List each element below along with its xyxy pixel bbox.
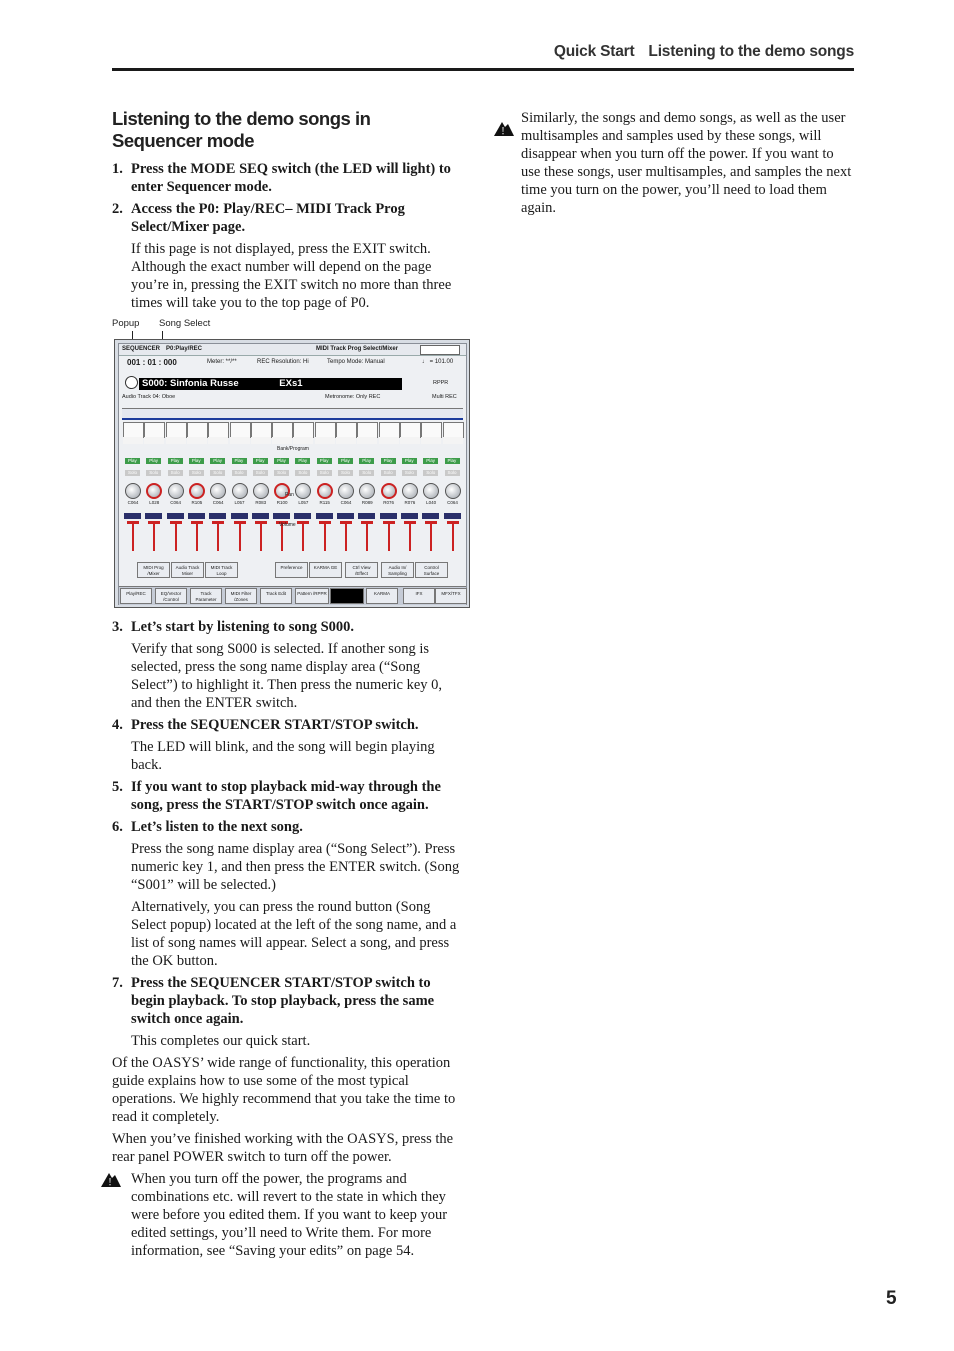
play-mute-button[interactable] (402, 458, 417, 464)
solo-button[interactable] (125, 470, 140, 476)
warning-text-left: When you turn off the power, the programs and combinations etc. will revert to the state in which they were before you edited them. If you want to keep your edited settings, you’ll need to Write them. For more information, see “Saving your edits” on page 54. (131, 1171, 448, 1259)
solo-button[interactable] (168, 470, 183, 476)
solo-button[interactable] (210, 470, 225, 476)
program-select[interactable] (166, 422, 187, 438)
volume-fader-cap[interactable] (404, 521, 416, 524)
screen-row-location (122, 358, 462, 368)
step-7 (112, 974, 462, 1028)
rppr-checkbox[interactable]: RPPR (433, 380, 449, 386)
volume-fader-cap[interactable] (297, 521, 309, 524)
program-name (144, 437, 164, 444)
step-number: 5. (112, 779, 123, 795)
volume-value (294, 513, 311, 519)
program-name (272, 437, 292, 444)
step-title: Let’s start by listening to song S000. (131, 619, 355, 635)
program-name (357, 437, 377, 444)
tab-upper[interactable]: KARMA GE (309, 562, 342, 578)
volume-fader-cap[interactable] (319, 521, 331, 524)
play-label: Play (255, 458, 265, 463)
program-select[interactable] (293, 422, 314, 438)
pan-value: L028 (149, 500, 160, 505)
volume-fader[interactable] (430, 521, 432, 551)
play-label: Play (383, 458, 393, 463)
header-topic: Listening to the demo songs (648, 43, 854, 60)
screen-page-title: MIDI Track Prog Select/Mixer (316, 346, 399, 352)
right-column (493, 109, 853, 217)
play-mute-button[interactable] (232, 458, 247, 464)
tab-lower[interactable]: MFX/TFX (435, 588, 467, 604)
play-mute-button[interactable] (381, 458, 396, 464)
step-6-body-2: Alternatively, you can press the round button (Song Select popup) located at the left of the song name, and a list of song names will appear. Select a song, and press the OK button. (131, 899, 457, 969)
warning-note-right (493, 109, 853, 217)
solo-button[interactable] (338, 470, 353, 476)
rec-resolution-field[interactable]: REC Resolution: Hi (257, 359, 309, 365)
tab-upper[interactable]: MIDI Prog /Mixer (137, 562, 170, 578)
solo-label: Solo (234, 470, 244, 475)
pan-knob[interactable] (445, 483, 461, 499)
play-mute-button[interactable] (338, 458, 353, 464)
paragraph-power-off: When you’ve finished working with the OASYS, press the rear panel POWER switch to turn off the power. (112, 1131, 454, 1165)
tab-lower[interactable]: EQ/Vector /Control (155, 588, 187, 604)
pan-value: R115 (319, 500, 330, 505)
play-label: Play (341, 458, 350, 463)
play-label: Play (128, 458, 137, 463)
solo-label: Solo (404, 470, 414, 475)
tab-upper[interactable]: MIDI Track Loop (205, 562, 238, 578)
program-select[interactable] (357, 422, 378, 438)
tab-row-upper (137, 562, 447, 582)
program-name (336, 437, 356, 444)
step-number: 2. (112, 201, 123, 217)
pan-knob[interactable] (146, 483, 162, 499)
volume-value (444, 513, 461, 519)
tab-lower[interactable]: MIDI Filter /Zones (225, 588, 257, 604)
song-select-popup-button[interactable] (125, 376, 138, 389)
tab-empty (330, 588, 364, 604)
volume-value (422, 513, 439, 519)
volume-fader-cap[interactable] (170, 521, 182, 524)
program-select[interactable] (230, 422, 251, 438)
step-number: 7. (112, 975, 123, 991)
program-name (443, 437, 463, 444)
song-tag: EXs1 (279, 378, 303, 389)
volume-fader[interactable] (345, 521, 347, 551)
tab-upper[interactable]: Control Surface (415, 562, 448, 578)
volume-value (252, 513, 269, 519)
play-mute-button[interactable] (125, 458, 140, 464)
program-select[interactable] (187, 422, 208, 438)
song-select-field[interactable] (139, 378, 402, 390)
volume-fader-cap[interactable] (340, 521, 352, 524)
volume-fader-cap[interactable] (255, 521, 267, 524)
volume-value (358, 513, 375, 519)
play-label: Play (191, 458, 201, 463)
step-title: Let’s listen to the next song. (131, 819, 303, 835)
screen-title-bar (119, 344, 466, 356)
solo-button[interactable] (402, 470, 417, 476)
volume-value (167, 513, 184, 519)
volume-fader[interactable] (175, 521, 177, 551)
play-mute-button[interactable] (189, 458, 204, 464)
pan-value: R089 (361, 500, 373, 505)
program-name (230, 437, 250, 444)
pan-knob[interactable] (338, 483, 354, 499)
solo-label: Solo (277, 470, 287, 475)
volume-fader-cap[interactable] (212, 521, 224, 524)
volume-fader[interactable] (153, 521, 155, 551)
solo-button[interactable] (295, 470, 310, 476)
pan-knob[interactable] (381, 483, 397, 499)
volume-fader[interactable] (452, 521, 454, 551)
step-3 (112, 618, 462, 636)
play-mute-button[interactable] (210, 458, 225, 464)
pan-knob[interactable] (168, 483, 184, 499)
volume-fader[interactable] (388, 521, 390, 551)
volume-fader[interactable] (302, 521, 304, 551)
step-number: 3. (112, 619, 123, 635)
tab-upper[interactable]: Audio In/ Sampling (381, 562, 414, 578)
tempo-field[interactable]: ♩ = 101.00 (422, 359, 454, 365)
step-6-body: Press the song name display area (“Song Select”). Press numeric key 1, and then press the ENTER switch. (Song “S001” will be selected.) (131, 841, 460, 893)
location-readout[interactable]: 001 : 01 : 000 (127, 358, 177, 367)
page-header (112, 40, 854, 71)
volume-fader-cap[interactable] (361, 521, 373, 524)
program-select[interactable] (123, 422, 144, 438)
step-title: If you want to stop playback mid-way through the song, press the START/STOP switch once again. (131, 779, 441, 813)
solo-button[interactable] (253, 470, 268, 476)
step-4-body: The LED will blink, and the song will begin playing back. (131, 739, 435, 773)
tab-upper[interactable]: Audio Track Mixer (171, 562, 204, 578)
page-menu-dropdown[interactable] (420, 345, 460, 355)
volume-value (380, 513, 397, 519)
tab-lower[interactable]: Play/REC (120, 588, 152, 604)
pan-knob[interactable] (125, 483, 141, 499)
step-number: 6. (112, 819, 123, 835)
volume-value (124, 513, 141, 519)
program-name (421, 437, 441, 444)
solo-button[interactable] (423, 470, 438, 476)
play-label: Play (213, 458, 222, 463)
oasys-screen (114, 339, 470, 608)
solo-label: Solo (341, 470, 351, 475)
program-select[interactable] (272, 422, 293, 438)
step-number: 1. (112, 161, 123, 177)
pan-value: C064 (170, 500, 181, 505)
volume-fader[interactable] (217, 521, 219, 551)
step-3-body: Verify that song S000 is selected. If another song is selected, press the song name display area (“Song Select”) to highlight it. Then press the numeric key 0, and then the ENTER switch. (131, 641, 443, 711)
tab-lower[interactable]: KARMA (366, 588, 398, 604)
solo-label: Solo (383, 470, 393, 475)
volume-value (209, 513, 226, 519)
solo-label: Solo (362, 470, 372, 475)
solo-button[interactable] (359, 470, 374, 476)
solo-button[interactable] (317, 470, 332, 476)
multi-rec-checkbox[interactable]: Multi REC (432, 394, 457, 400)
callout-song-select: Song Select (159, 318, 211, 329)
pan-value: C064 (127, 500, 139, 505)
volume-label: Volume (279, 522, 296, 528)
callout-popup: Popup (112, 318, 140, 329)
pan-value: R076 (404, 500, 416, 505)
step-7-body: This completes our quick start. (131, 1033, 311, 1049)
volume-value (401, 513, 418, 519)
volume-fader[interactable] (132, 521, 134, 551)
volume-fader[interactable] (366, 521, 368, 551)
step-title: Press the MODE SEQ switch (the LED will light) to enter Sequencer mode. (131, 161, 451, 195)
step-title: Access the P0: Play/REC– MIDI Track Prog Select/Mixer page. (131, 201, 405, 235)
solo-button[interactable] (381, 470, 396, 476)
volume-fader[interactable] (409, 521, 411, 551)
volume-fader-cap[interactable] (191, 521, 203, 524)
play-mute-button[interactable] (445, 458, 460, 464)
program-select[interactable] (379, 422, 400, 438)
screen-inner (118, 343, 467, 605)
program-select[interactable] (251, 422, 272, 438)
tab-upper[interactable]: Preference (275, 562, 308, 578)
solo-label: Solo (255, 470, 265, 475)
track-info-bar (122, 408, 463, 420)
solo-label: Solo (128, 470, 138, 475)
play-mute-button[interactable] (146, 458, 161, 464)
program-name (208, 437, 228, 444)
step-4 (112, 716, 462, 734)
screen-figure (112, 318, 468, 608)
tab-lower[interactable]: IFX (403, 588, 435, 604)
volume-fader[interactable] (324, 521, 326, 551)
volume-value (316, 513, 333, 519)
volume-fader-cap[interactable] (148, 521, 160, 524)
volume-fader-cap[interactable] (383, 521, 395, 524)
screen-mode: SEQUENCER (122, 346, 161, 352)
solo-label: Solo (319, 470, 329, 475)
volume-fader-cap[interactable] (447, 521, 459, 524)
program-name (293, 437, 313, 444)
pan-value: C064 (447, 500, 458, 505)
step-5 (112, 778, 462, 814)
play-label: Play (149, 458, 159, 463)
pan-value: C064 (212, 500, 224, 505)
audio-track-field[interactable]: Audio Track 04: Oboe (122, 394, 176, 400)
program-name (400, 437, 420, 444)
metronome-field[interactable]: Metronome: Only REC (325, 394, 381, 400)
paragraph-overview: Of the OASYS’ wide range of functionality, this operation guide explains how to use some of the most typical operations. We highly recommend that you take the time to read it completely. (112, 1055, 456, 1125)
pan-knob[interactable] (189, 483, 205, 499)
pan-value: R076 (383, 500, 394, 505)
play-mute-button[interactable] (274, 458, 289, 464)
program-name (379, 437, 399, 444)
play-label: Play (170, 458, 180, 463)
tempo-mode-field[interactable]: Tempo Mode: Manual (327, 359, 385, 365)
song-name: S000: Sinfonia Russe (142, 378, 239, 389)
play-label: Play (319, 458, 329, 463)
pan-value: L057 (298, 500, 309, 505)
pan-knob[interactable] (210, 483, 226, 499)
solo-button[interactable] (189, 470, 204, 476)
play-label: Play (404, 458, 414, 463)
pan-label: Pan (285, 492, 294, 498)
pan-value: R105 (191, 500, 203, 505)
solo-button[interactable] (146, 470, 161, 476)
program-name (251, 437, 271, 444)
pan-value: R100 (276, 500, 288, 505)
tab-upper[interactable]: Ctrl View /Effect (345, 562, 378, 578)
step-6 (112, 818, 462, 836)
solo-button[interactable] (445, 470, 460, 476)
header-section: Quick Start (553, 43, 635, 60)
volume-fader-cap[interactable] (127, 521, 139, 524)
play-label: Play (277, 458, 286, 463)
warning-icon (100, 1171, 122, 1189)
left-column (112, 108, 462, 1260)
warning-text-right: Similarly, the songs and demo songs, as well as the user multisamples and samples used by these songs, will disappear when you turn off the power. If you want to use these songs, user multisamples, and samples the next time you turn on the power, you’ll need to load them again. (521, 110, 852, 216)
warning-note-left (112, 1170, 462, 1260)
pan-knob[interactable] (295, 483, 311, 499)
solo-button[interactable] (232, 470, 247, 476)
pan-value: L057 (234, 500, 245, 505)
solo-label: Solo (149, 470, 159, 475)
pan-knob[interactable] (253, 483, 269, 499)
play-mute-button[interactable] (317, 458, 332, 464)
pan-value: R083 (255, 500, 267, 505)
program-select[interactable] (443, 422, 464, 438)
volume-value (145, 513, 162, 519)
solo-label: Solo (170, 470, 180, 475)
volume-fader[interactable] (260, 521, 262, 551)
tab-lower[interactable]: Pattern /RPPR (295, 588, 329, 604)
play-label: Play (234, 458, 244, 463)
volume-value (231, 513, 248, 519)
program-select[interactable] (315, 422, 336, 438)
program-select[interactable] (336, 422, 357, 438)
program-select[interactable] (400, 422, 421, 438)
volume-value (337, 513, 354, 519)
program-name (123, 437, 143, 444)
solo-label: Solo (191, 470, 201, 475)
pan-knob[interactable] (359, 483, 375, 499)
program-select[interactable] (144, 422, 165, 438)
volume-fader-cap[interactable] (234, 521, 246, 524)
pan-knob[interactable] (423, 483, 439, 499)
tab-lower[interactable]: Track Edit (260, 588, 292, 604)
play-mute-button[interactable] (168, 458, 183, 464)
volume-value (188, 513, 205, 519)
warning-icon (493, 120, 515, 138)
solo-label: Solo (447, 470, 457, 475)
screen-page: P0:Play/REC (166, 346, 203, 352)
program-select[interactable] (421, 422, 442, 438)
play-mute-button[interactable] (359, 458, 374, 464)
pan-value: C064 (340, 500, 352, 505)
running-header (554, 43, 854, 61)
solo-label: Solo (298, 470, 308, 475)
program-name (187, 437, 207, 444)
volume-fader[interactable] (239, 521, 241, 551)
section-title: Listening to the demo songs in Sequencer mode (112, 108, 371, 151)
bank-program-label: Bank/Program (277, 446, 309, 452)
volume-fader[interactable] (196, 521, 198, 551)
step-2 (112, 200, 462, 236)
play-label: Play (362, 458, 372, 463)
tab-row-lower (119, 586, 466, 605)
meter-field[interactable]: Meter: **/** (207, 359, 237, 365)
pan-knob[interactable] (317, 483, 333, 499)
solo-button[interactable] (274, 470, 289, 476)
solo-label: Solo (426, 470, 436, 475)
step-title: Press the SEQUENCER START/STOP switch to begin playback. To stop playback, press the same switch once again. (131, 975, 435, 1027)
play-mute-button[interactable] (295, 458, 310, 464)
play-label: Play (298, 458, 308, 463)
tab-lower[interactable]: Track Parameter (190, 588, 222, 604)
program-select[interactable] (208, 422, 229, 438)
program-name (315, 437, 335, 444)
program-name (166, 437, 186, 444)
play-label: Play (447, 458, 457, 463)
volume-fader-cap[interactable] (425, 521, 437, 524)
step-2-body: If this page is not displayed, press the EXIT switch. Although the exact number will depend on the page you’re in, pressing the EXIT switch no more than three times will take you to the top page of P0. (131, 241, 452, 311)
step-title: Press the SEQUENCER START/STOP switch. (131, 717, 419, 733)
solo-label: Solo (213, 470, 223, 475)
play-mute-button[interactable] (253, 458, 268, 464)
pan-knob[interactable] (232, 483, 248, 499)
play-mute-button[interactable] (423, 458, 438, 464)
pan-knob[interactable] (402, 483, 418, 499)
play-label: Play (426, 458, 435, 463)
volume-value (273, 513, 290, 519)
step-1 (112, 160, 462, 196)
pan-value: L040 (426, 500, 437, 505)
page-number: 5 (886, 1288, 897, 1309)
step-number: 4. (112, 717, 123, 733)
